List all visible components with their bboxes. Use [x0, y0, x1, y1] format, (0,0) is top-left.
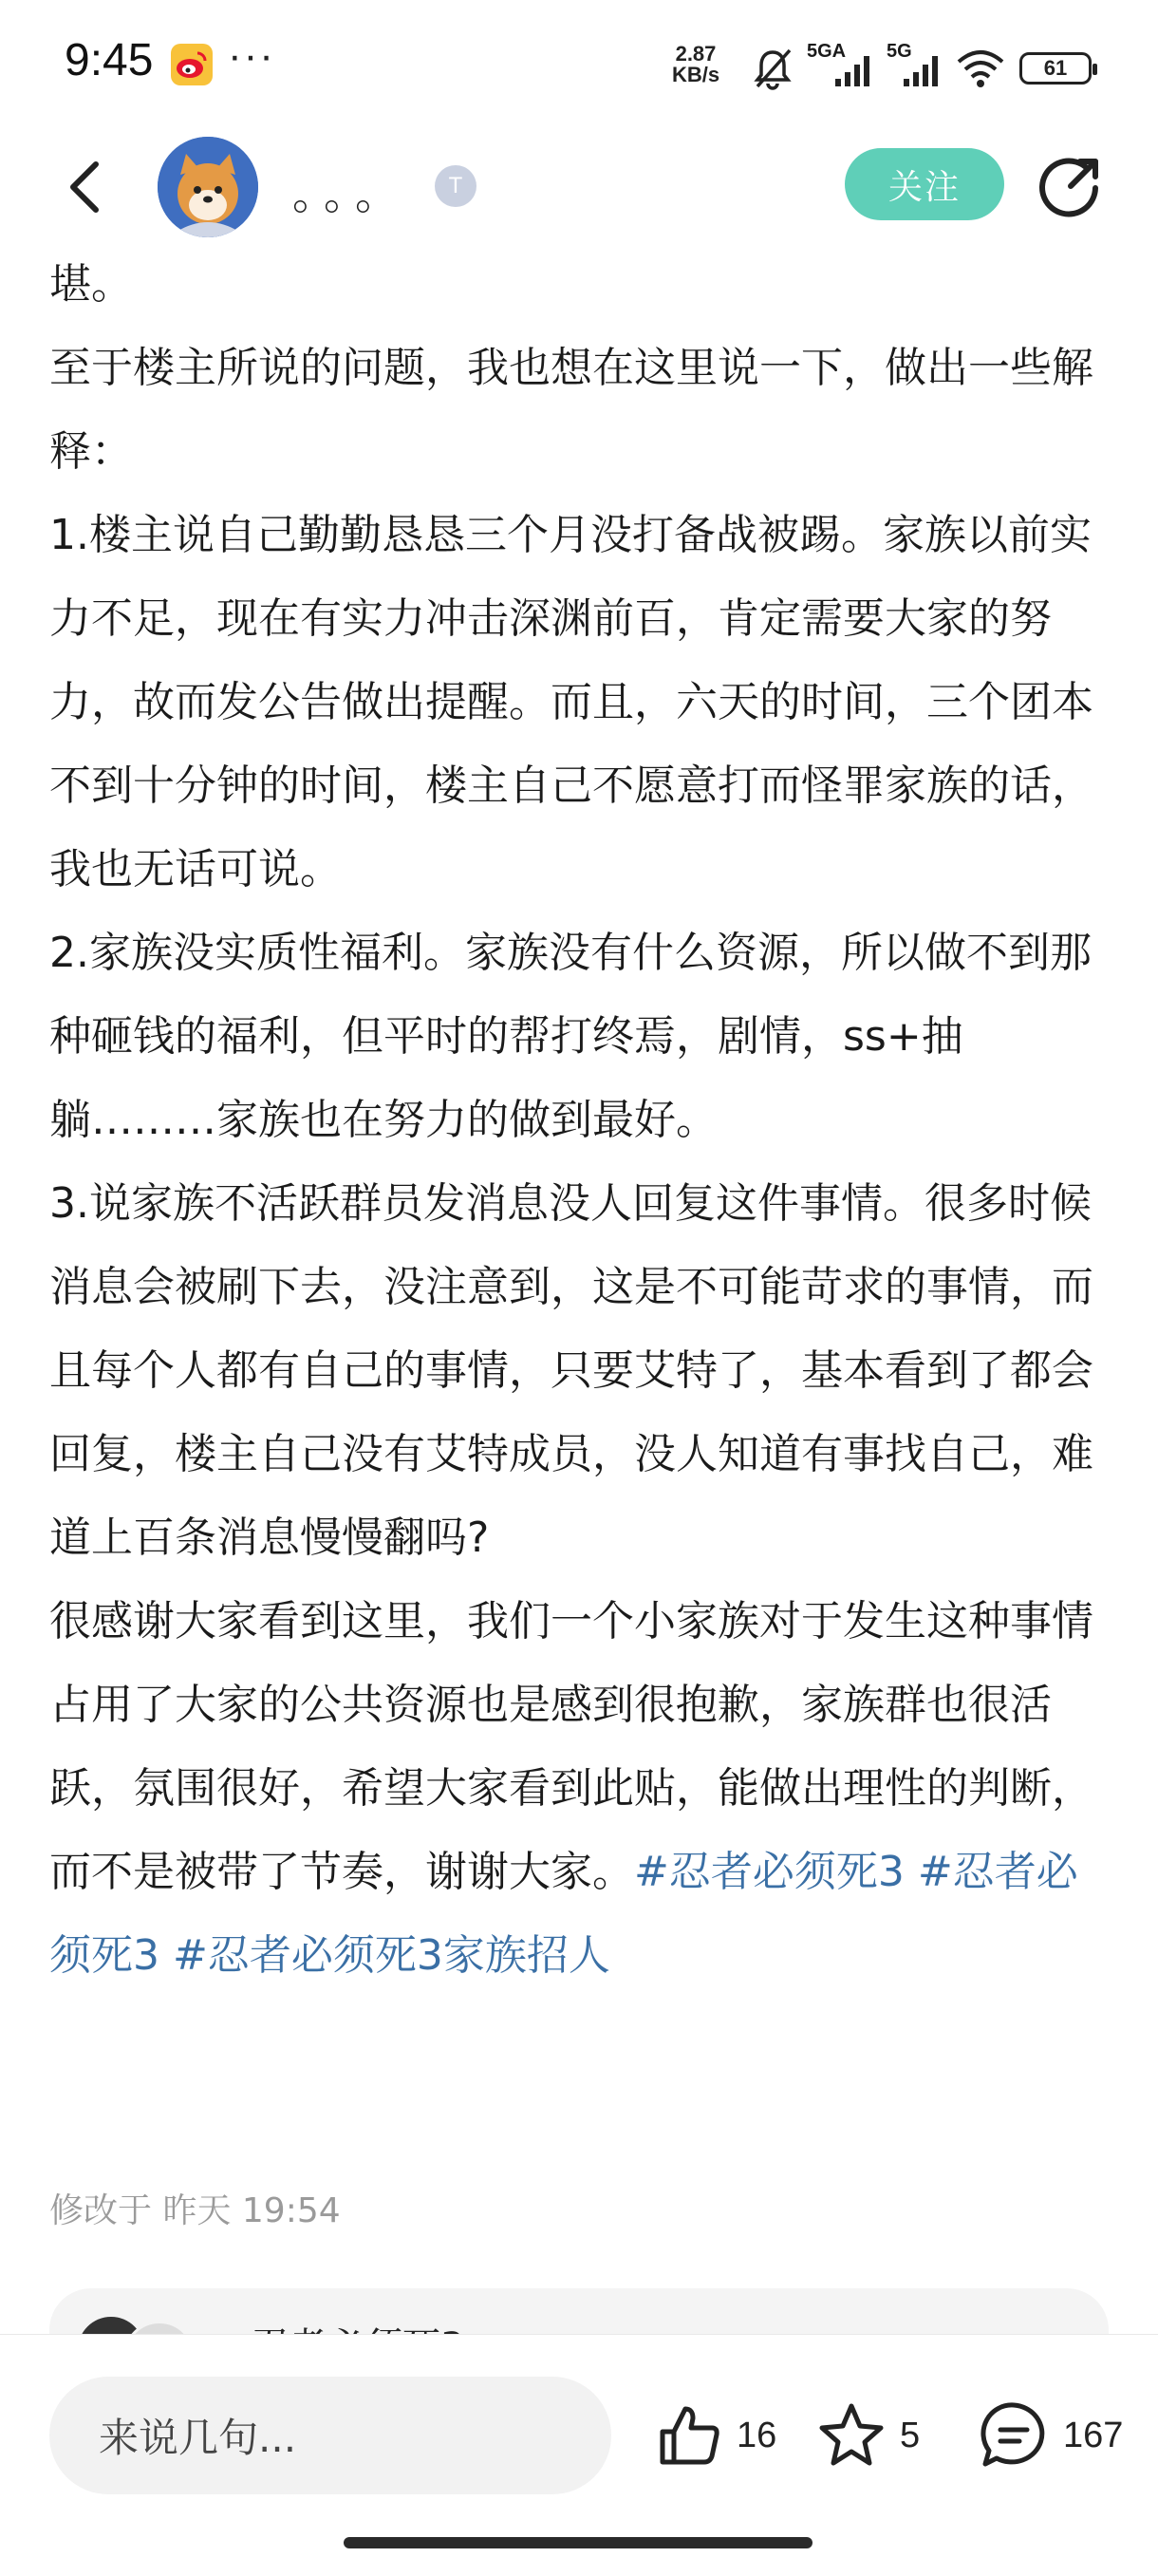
mute-bell-icon [752, 47, 794, 90]
post-paragraph: 3.说家族不活跃群员发消息没人回复这件事情。很多时候消息会被刷下去，没注意到，这是不可能苛求的事情，而且每个人都有自己的事情，只要艾特了，基本看到了都会回复，楼主自己没有艾特成员，没人知道有事找自己，难道上百条消息慢慢翻吗? [49, 1179, 1093, 1562]
post-paragraph: 2.家族没实质性福利。家族没有什么资源，所以做不到那种砸钱的福利，但平时的帮打终焉，剧情，ss+抽躺………家族也在努力的做到最好。 [49, 929, 1092, 1144]
like-count: 16 [737, 2415, 777, 2455]
network-speed-value: 2.87 [675, 42, 717, 66]
hashtag-link[interactable]: #忍者必须死3 [634, 1848, 905, 1896]
level-badge: T [435, 165, 476, 207]
chevron-left-icon [65, 159, 103, 216]
home-indicator[interactable] [344, 2537, 812, 2548]
battery-level: 61 [1043, 56, 1068, 80]
comment-input[interactable] [49, 2377, 611, 2494]
avatar[interactable] [158, 137, 258, 237]
signal-label: 5GA [807, 41, 847, 62]
share-icon [1037, 154, 1105, 222]
network-speed-unit: KB/s [671, 63, 720, 86]
comments-button[interactable] [978, 2396, 1123, 2475]
star-icon [816, 2400, 887, 2471]
like-button[interactable] [655, 2396, 776, 2475]
hashtag-link[interactable]: #忍者必须死3家族招人 [173, 1931, 610, 1980]
status-time: 9:45 [65, 35, 154, 85]
favorite-count: 5 [900, 2415, 921, 2455]
comment-bubble-icon [978, 2399, 1050, 2472]
signal-label: 5G [887, 41, 912, 62]
hashtag-link[interactable]: #忍者必须死3 [49, 1848, 1078, 1980]
edited-timestamp: 修改于 昨天 19:54 [49, 2191, 341, 2230]
status-icons [752, 38, 1092, 99]
wifi-icon [955, 47, 1006, 90]
comment-placeholder: 来说几句... [99, 2415, 297, 2461]
back-button[interactable] [51, 154, 118, 220]
post-paragraph-final [49, 1580, 1111, 1998]
network-speed [664, 44, 727, 85]
post-final-text: 很感谢大家看到这里，我们一个小家族对于发生这种事情占用了大家的公共资源也是感到很抱歉，家族群也很活跃，氛围很好，希望大家看到此贴，能做出理性的判断，而不是被带了节奏，谢谢大家。 [49, 1597, 1093, 1896]
status-bar [0, 0, 1158, 133]
battery-icon [1019, 52, 1092, 85]
follow-button[interactable]: 关注 [845, 148, 1004, 220]
favorite-button[interactable] [816, 2396, 920, 2475]
username[interactable]: 。。。 [292, 168, 408, 219]
more-notifications-icon: ··· [228, 32, 275, 79]
signal-icon [807, 41, 873, 90]
thumbs-up-icon [655, 2401, 723, 2470]
post-header [0, 133, 1158, 247]
post-body [49, 243, 1111, 1998]
signal-icon [887, 41, 942, 90]
weibo-icon [171, 44, 213, 85]
post-paragraph: 至于楼主所说的问题，我也想在这里说一下，做出一些解释： [49, 344, 1093, 476]
comment-count: 167 [1063, 2415, 1124, 2455]
post-paragraph: 堪。 [49, 260, 133, 309]
post-paragraph: 1.楼主说自己勤勤恳恳三个月没打备战被踢。家族以前实力不足，现在有实力冲击深渊前百，肯定需要大家的努力，故而发公告做出提醒。而且，六天的时间，三个团本不到十分钟的时间，楼主自己不愿意打而怪罪家族的话，我也无话可说。 [49, 511, 1093, 893]
share-button[interactable] [1037, 154, 1105, 222]
